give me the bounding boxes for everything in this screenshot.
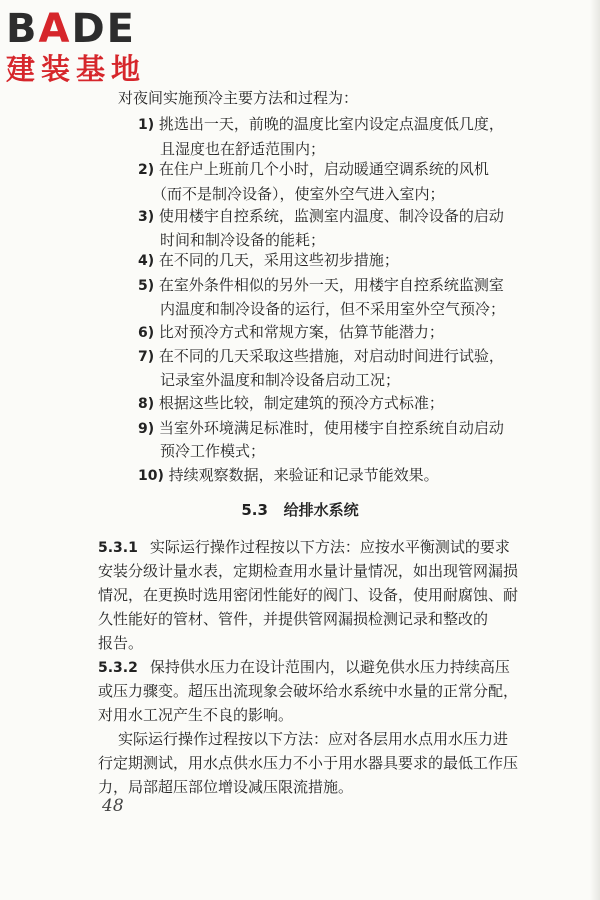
list-item: 5) 在室外条件相似的另外一天，用楼宇自控系统监测室: [138, 276, 504, 294]
list-item-continued: 且湿度也在舒适范围内；: [160, 140, 326, 158]
list-item: 10) 持续观察数据，来验证和记录节能效果。: [138, 466, 439, 484]
logo-wordmark: BADE: [6, 6, 136, 52]
list-item: 6) 比对预冷方式和常规方案，估算节能潜力；: [138, 323, 444, 341]
paragraph-line: 行定期测试，用水点供水压力不小于用水器具要求的最低工作压: [98, 754, 519, 772]
paragraph-line: 力，局部超压部位增设减压限流措施。: [98, 778, 354, 796]
section-heading: 5.3 给排水系统: [241, 501, 359, 519]
paragraph-line: 实际运行操作过程按以下方法：应对各层用水点用水压力进: [118, 730, 509, 748]
list-item-continued: 内温度和制冷设备的运行，但不采用室外空气预冷；: [160, 300, 506, 318]
logo-subtitle: 建装基地: [6, 52, 147, 86]
page-number: 48: [102, 796, 124, 816]
list-item-continued: （而不是制冷设备），使室外空气进入室内；: [152, 185, 445, 203]
clause-line: 对用水工况产生不良的影响。: [98, 706, 294, 724]
clause-line: 报告。: [98, 634, 144, 652]
list-item: 3) 使用楼宇自控系统，监测室内温度、制冷设备的启动: [138, 207, 504, 225]
list-item-continued: 时间和制冷设备的能耗；: [160, 231, 326, 249]
list-item: 9) 当室外环境满足标准时，使用楼宇自控系统自动启动: [138, 419, 504, 437]
list-item-continued: 预冷工作模式；: [160, 442, 266, 460]
clause-line: 或压力骤变。超压出流现象会破坏给水系统中水量的正常分配，: [98, 682, 519, 700]
intro-text: 对夜间实施预冷主要方法和过程为：: [118, 89, 359, 107]
list-item-continued: 记录室外温度和制冷设备启动工况；: [160, 371, 401, 389]
list-item: 2) 在住户上班前几个小时，启动暖通空调系统的风机: [138, 160, 489, 178]
clause-line: 久性能好的管材、管件，并提供管网漏损检测记录和整改的: [98, 610, 489, 628]
bade-logo: [6, 6, 176, 90]
list-item: 7) 在不同的几天采取这些措施，对启动时间进行试验，: [138, 347, 504, 365]
clause-first-line: 5.3.1 实际运行操作过程按以下方法：应按水平衡测试的要求: [98, 538, 510, 556]
clause-line: 安装分级计量水表，定期检查用水量计量情况，如出现管网漏损: [98, 562, 519, 580]
list-item: 1) 挑选出一天，前晚的温度比室内设定点温度低几度，: [138, 115, 504, 133]
page-edge-shadow: [590, 0, 600, 900]
clause-first-line: 5.3.2 保持供水压力在设计范围内，以避免供水压力持续高压: [98, 658, 510, 676]
clause-line: 情况，在更换时选用密闭性能好的阀门、设备，使用耐腐蚀、耐: [98, 586, 519, 604]
list-item: 8) 根据这些比较，制定建筑的预冷方式标准；: [138, 394, 444, 412]
list-item: 4) 在不同的几天，采用这些初步措施；: [138, 251, 399, 269]
